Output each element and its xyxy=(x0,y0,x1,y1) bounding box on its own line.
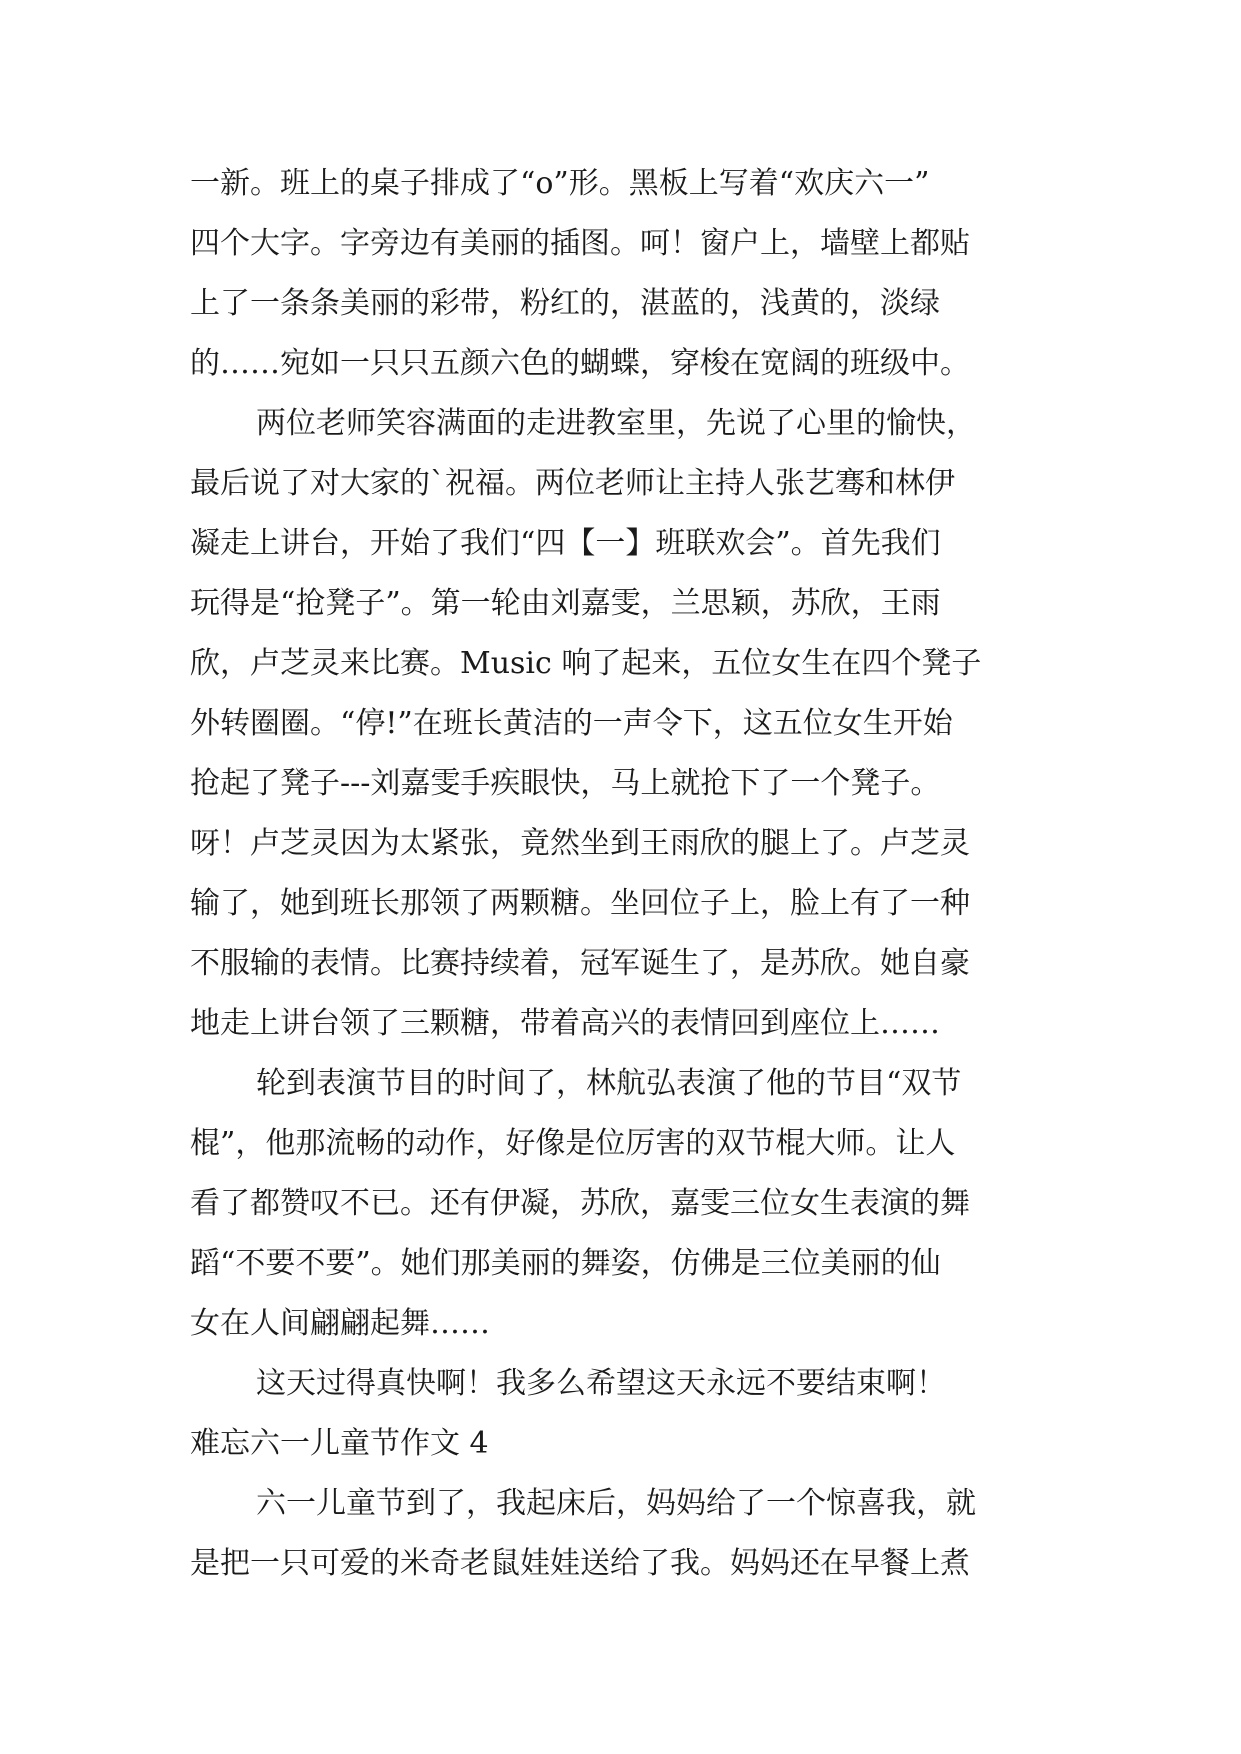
text-line: 轮到表演节目的时间了，林航弘表演了他的节目“双节 xyxy=(256,1066,962,1101)
text-line: 这天过得真快啊！我多么希望这天永远不要结束啊！ xyxy=(256,1366,946,1401)
text-line: 外转圈圈。“停!”在班长黄洁的一声令下，这五位女生开始 xyxy=(190,706,953,741)
text-line: 棍”，他那流畅的动作，好像是位厉害的双节棍大师。让人 xyxy=(190,1126,956,1161)
text-line: 欣，卢芝灵来比赛。Music 响了起来，五位女生在四个凳子 xyxy=(190,646,982,681)
text-line: 玩得是“抢凳子”。第一轮由刘嘉雯，兰思颖，苏欣，王雨 xyxy=(190,586,941,621)
essay-body xyxy=(190,154,1060,1594)
text-line: 呀！卢芝灵因为太紧张，竟然坐到王雨欣的腿上了。卢芝灵 xyxy=(190,826,970,861)
text-line: 看了都赞叹不已。还有伊凝，苏欣，嘉雯三位女生表演的舞 xyxy=(190,1186,970,1221)
text-line: 不服输的表情。比赛持续着，冠军诞生了，是苏欣。她自豪 xyxy=(190,946,970,981)
text-line: 凝走上讲台，开始了我们“四【一】班联欢会”。首先我们 xyxy=(190,526,941,561)
text-line: 四个大字。字旁边有美丽的插图。呵！窗户上，墙壁上都贴 xyxy=(190,226,970,261)
text-line: 女在人间翩翩起舞…… xyxy=(190,1306,490,1341)
text-line: 的……宛如一只只五颜六色的蝴蝶，穿梭在宽阔的班级中。 xyxy=(190,346,970,381)
text-line: 最后说了对大家的`祝福。两位老师让主持人张艺骞和林伊 xyxy=(190,466,955,501)
text-line: 一新。班上的桌子排成了“o”形。黑板上写着“欢庆六一” xyxy=(190,166,930,201)
text-line: 是把一只可爱的米奇老鼠娃娃送给了我。妈妈还在早餐上煮 xyxy=(190,1546,970,1581)
text-line: 上了一条条美丽的彩带，粉红的，湛蓝的，浅黄的，淡绿 xyxy=(190,286,940,321)
text-line: 抢起了凳子---刘嘉雯手疾眼快，马上就抢下了一个凳子。 xyxy=(190,766,941,801)
text-line: 六一儿童节到了，我起床后，妈妈给了一个惊喜我，就 xyxy=(256,1486,976,1521)
section-heading: 难忘六一儿童节作文 4 xyxy=(190,1426,489,1461)
text-line: 两位老师笑容满面的走进教室里，先说了心里的愉快， xyxy=(256,406,976,441)
text-line: 输了，她到班长那领了两颗糖。坐回位子上，脸上有了一种 xyxy=(190,886,970,921)
text-line: 地走上讲台领了三颗糖，带着高兴的表情回到座位上…… xyxy=(190,1006,940,1041)
text-line: 蹈“不要不要”。她们那美丽的舞姿，仿佛是三位美丽的仙 xyxy=(190,1246,941,1281)
